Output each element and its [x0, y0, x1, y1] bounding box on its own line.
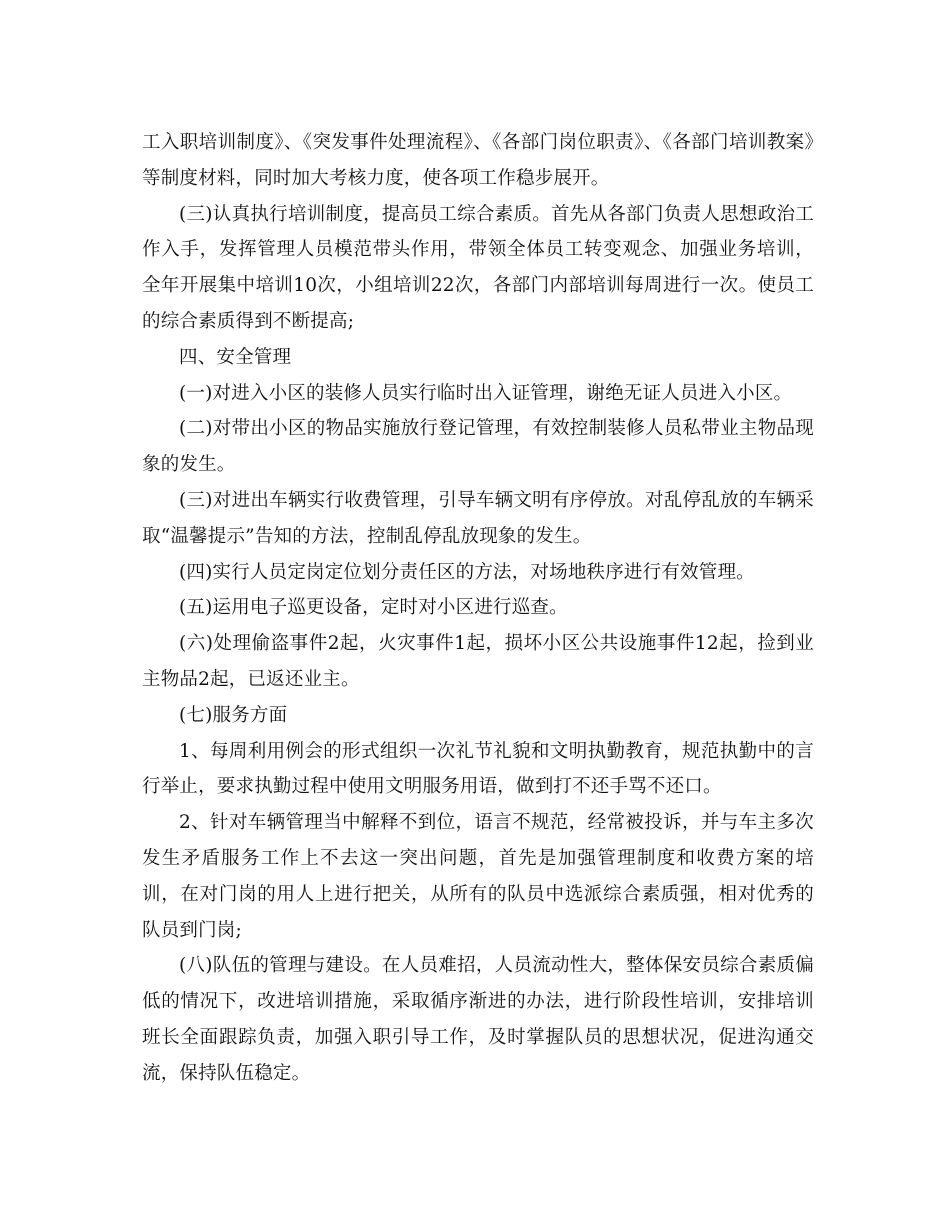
paragraph-team-management: (八)队伍的管理与建设。在人员难招，人员流动性大，整体保安员综合素质偏低的情况下，改进培训措施，采取循序渐进的办法，进行阶段性培训，安排培训班长全面跟踪负责，加强入职引导工作，及时掌握队员的思想状况，促进沟通交流，保持队伍稳定。 — [142, 955, 814, 1084]
paragraph-service-2: 2、针对车辆管理当中解释不到位，语言不规范，经常被投诉，并与车主多次发生矛盾服务工作上不去这一突出问题，首先是加强管理制度和收费方案的培训，在对门岗的用人上进行把关，从所有的队员中选派综合素质强，相对优秀的队员到门岗; — [142, 812, 814, 941]
paragraph-item-4: (四)实行人员定岗定位划分责任区的方法，对场地秩序进行有效管理。 — [179, 561, 755, 583]
section-heading-security: 四、安全管理 — [179, 346, 292, 368]
paragraph-item-2: (二)对带出小区的物品实施放行登记管理，有效控制装修人员私带业主物品现象的发生。 — [142, 418, 814, 476]
paragraph-service-1: 1、每周利用例会的形式组织一次礼节礼貌和文明执勤教育，规范执勤中的言行举止，要求执勤过程中使用文明服务用语，做到打不还手骂不还口。 — [142, 740, 814, 798]
paragraph-item-1: (一)对进入小区的装修人员实行临时出入证管理，谢绝无证人员进入小区。 — [179, 382, 793, 404]
paragraph-item-6: (六)处理偷盗事件2起，火灾事件1起，损坏小区公共设施事件12起，捡到业主物品2起，已返还业主。 — [142, 633, 814, 690]
paragraph-item-5: (五)运用电子巡更设备，定时对小区进行巡查。 — [179, 597, 568, 619]
paragraph-item-3: (三)对进出车辆实行收费管理，引导车辆文明有序停放。对乱停乱放的车辆采取“温馨提示”告知的方法，控制乱停乱放现象的发生。 — [142, 489, 814, 547]
subheading-service: (七)服务方面 — [179, 704, 288, 726]
paragraph-continuation: 工入职培训制度》、《突发事件处理流程》、《各部门岗位职责》、《各部门培训教案》等制度材料，同时加大考核力度，使各项工作稳步展开。 — [142, 132, 814, 189]
document-body — [142, 125, 814, 1092]
paragraph-training-system: (三)认真执行培训制度，提高员工综合素质。首先从各部门负责人思想政治工作入手，发挥管理人员模范带头作用，带领全体员工转变观念、加强业务培训，全年开展集中培训10次，小组培训22次，各部门内部培训每周进行一次。使员工的综合素质得到不断提高; — [142, 203, 814, 332]
